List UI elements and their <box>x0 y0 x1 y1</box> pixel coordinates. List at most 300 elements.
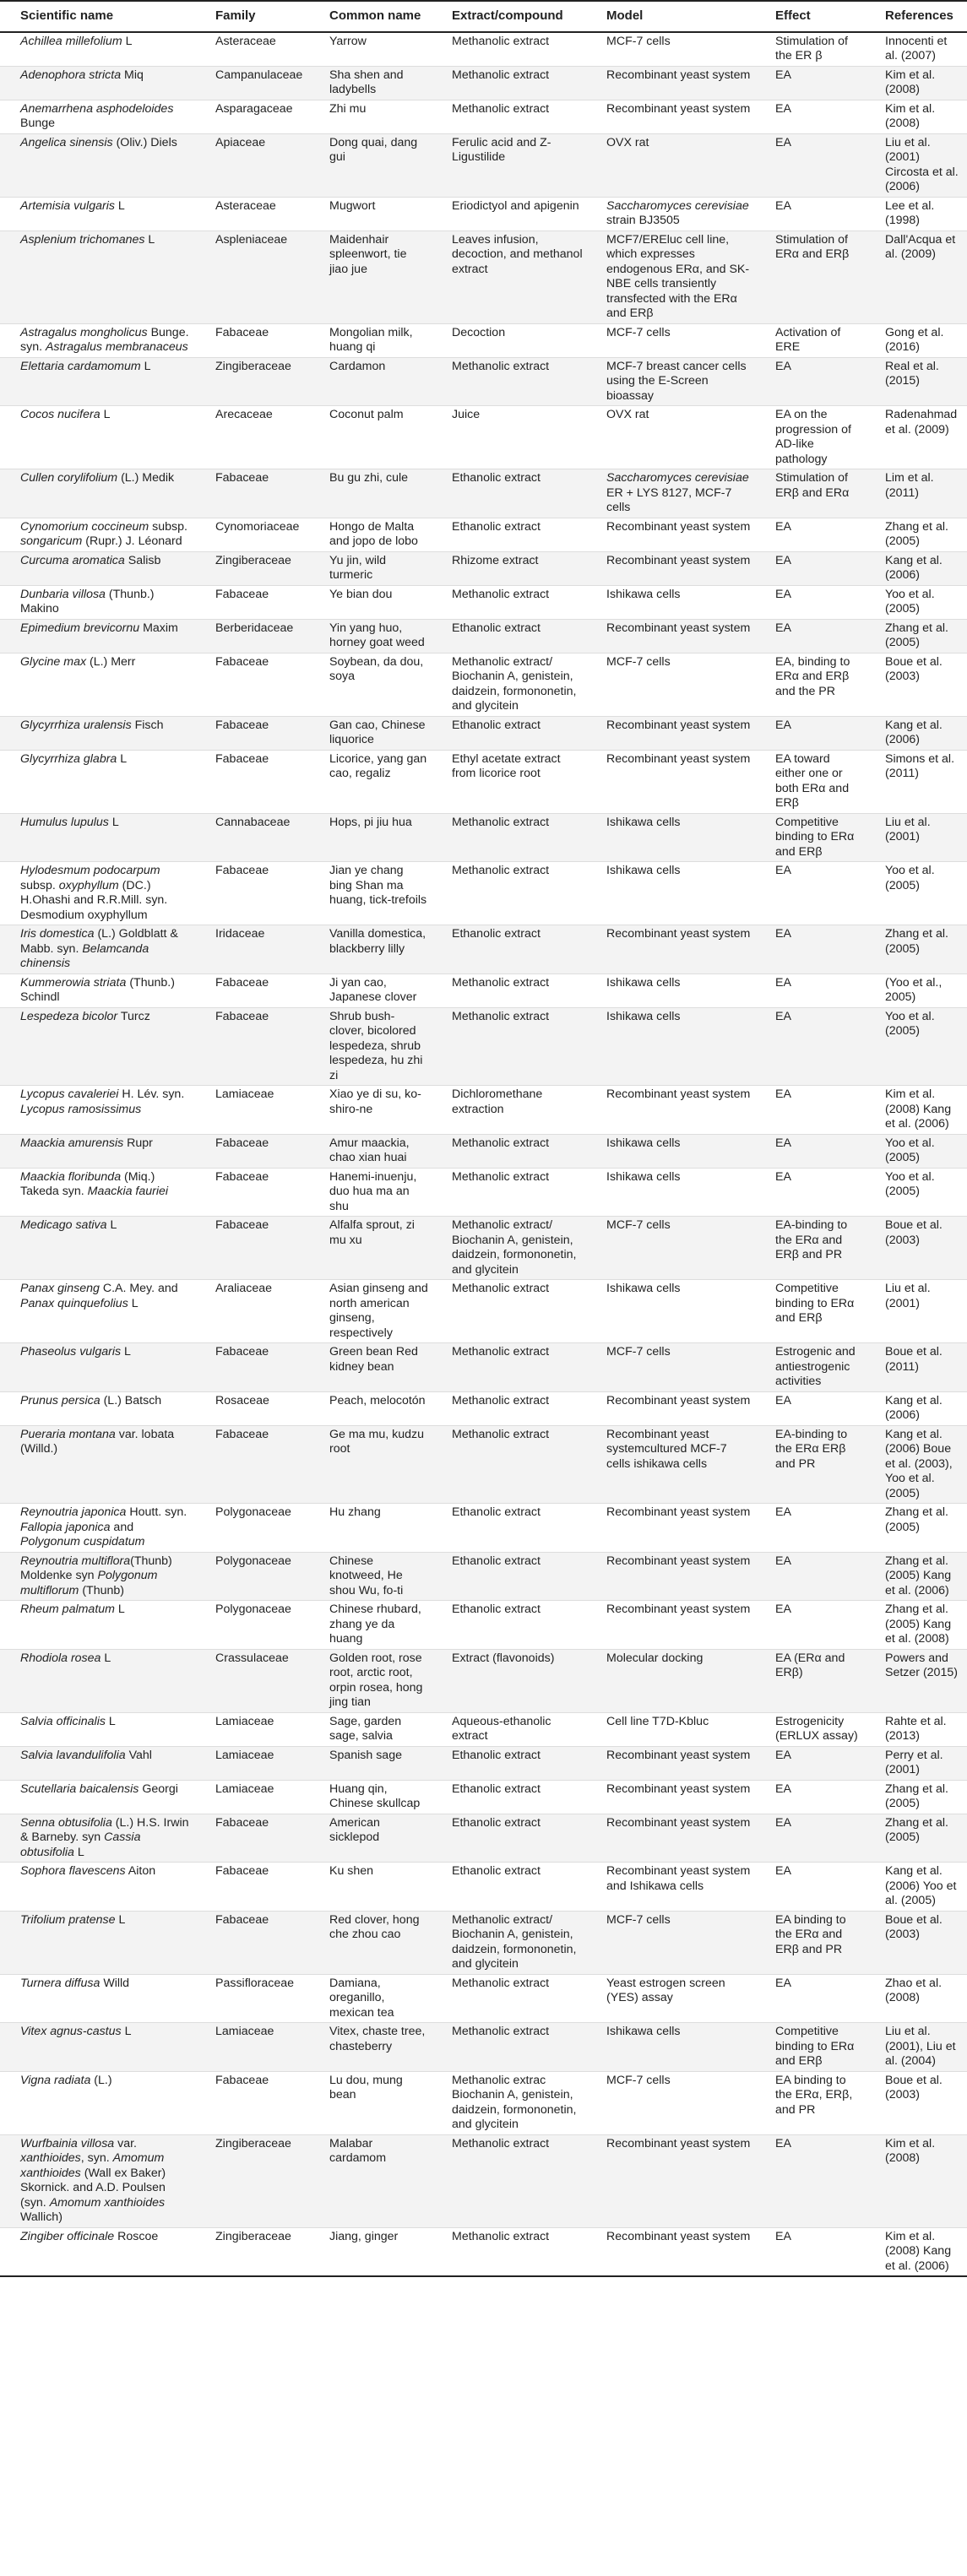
plain-text: and <box>110 1520 134 1534</box>
cell-extract: Methanolic extract <box>433 585 588 619</box>
cell-effect: EA <box>757 1974 866 2023</box>
cell-family: Lamiaceae <box>197 1712 311 1746</box>
cell-common-name: Vitex, chaste tree, chasteberry <box>311 2023 433 2072</box>
cell-effect: EA binding to the ERα, ERβ, and PR <box>757 2071 866 2134</box>
italic-text: Belamcanda chinensis <box>20 941 149 970</box>
cell-references: Yoo et al. (2005) <box>866 585 967 619</box>
cell-common-name: Dong quai, dang gui <box>311 133 433 197</box>
cell-model <box>588 925 757 974</box>
table-row <box>0 1280 967 1343</box>
table-row <box>0 716 967 750</box>
plain-text: L <box>121 2025 132 2038</box>
cell-common-name: Soybean, da dou, soya <box>311 653 433 716</box>
cell-effect: EA <box>757 518 866 551</box>
cell-model <box>588 323 757 357</box>
cell-scientific-name <box>0 619 197 653</box>
cell-common-name: Huang qin, Chinese skullcap <box>311 1780 433 1814</box>
cell-model <box>588 1814 757 1863</box>
table-row <box>0 862 967 925</box>
cell-effect: EA <box>757 1552 866 1601</box>
cell-model <box>588 1974 757 2023</box>
cell-scientific-name <box>0 973 197 1007</box>
italic-text: Salvia officinalis <box>20 1714 106 1728</box>
cell-model <box>588 750 757 813</box>
cell-scientific-name <box>0 1007 197 1086</box>
italic-text: Vigna radiata <box>20 2073 91 2087</box>
cell-model <box>588 716 757 750</box>
cell-family: Fabaceae <box>197 1814 311 1863</box>
cell-effect: EA <box>757 973 866 1007</box>
cell-model <box>588 2071 757 2134</box>
italic-text: Achillea millefolium <box>20 34 122 48</box>
cell-effect: EA <box>757 1007 866 1086</box>
cell-model <box>588 1217 757 1280</box>
plain-text: MCF-7 cells <box>606 654 671 669</box>
cell-common-name: Hongo de Malta and jopo de lobo <box>311 518 433 551</box>
cell-effect: EA <box>757 1746 866 1780</box>
table-row <box>0 32 967 67</box>
cell-scientific-name <box>0 1974 197 2023</box>
cell-common-name: Yin yang huo, horney goat weed <box>311 619 433 653</box>
plain-text: OVX rat <box>606 408 649 421</box>
cell-model <box>588 1280 757 1343</box>
cell-extract: Extract (flavonoids) <box>433 1649 588 1712</box>
cell-effect: EA <box>757 197 866 230</box>
italic-text: Fallopia japonica <box>20 1520 111 1534</box>
cell-effect: Stimulation of ERα and ERβ <box>757 230 866 323</box>
cell-extract: Ethyl acetate extract from licorice root <box>433 750 588 813</box>
cell-model <box>588 813 757 862</box>
table-row <box>0 100 967 133</box>
cell-effect: EA <box>757 133 866 197</box>
table-row <box>0 2227 967 2276</box>
cell-common-name: Peach, melocotón <box>311 1391 433 1425</box>
plain-text: MCF-7 cells <box>606 34 671 48</box>
italic-text: Cassia obtusifolia <box>20 1830 141 1859</box>
cell-scientific-name <box>0 1504 197 1553</box>
cell-model <box>588 973 757 1007</box>
table-row <box>0 1425 967 1504</box>
plain-text: subsp. <box>20 878 59 892</box>
plain-text: var. lobata (Willd.) <box>20 1427 175 1456</box>
cell-common-name: Xiao ye di su, ko-shiro-ne <box>311 1086 433 1135</box>
cell-common-name: Chinese knotweed, He shou Wu, fo-ti <box>311 1552 433 1601</box>
cell-extract: Methanolic extract <box>433 973 588 1007</box>
cell-scientific-name <box>0 585 197 619</box>
plain-text: L <box>114 198 125 213</box>
cell-extract: Ethanolic extract <box>433 925 588 974</box>
cell-family: Fabaceae <box>197 716 311 750</box>
plain-text: Recombinant yeast system <box>606 1087 751 1101</box>
cell-family: Fabaceae <box>197 323 311 357</box>
cell-family: Fabaceae <box>197 653 311 716</box>
cell-references: Boue et al. (2003) <box>866 1217 967 1280</box>
italic-text: Glycyrrhiza uralensis <box>20 718 132 732</box>
cell-scientific-name <box>0 1168 197 1217</box>
cell-model <box>588 653 757 716</box>
plain-text: Recombinant yeast system <box>606 718 751 732</box>
plain-text: Recombinant yeast system <box>606 2229 751 2243</box>
header-references: References <box>866 1 967 32</box>
plain-text: Wallich) <box>20 2210 62 2224</box>
cell-references: Radenahmad et al. (2009) <box>866 406 967 469</box>
cell-model <box>588 1134 757 1168</box>
italic-text: Dunbaria villosa <box>20 587 106 601</box>
table-row <box>0 1649 967 1712</box>
cell-scientific-name <box>0 1552 197 1601</box>
cell-references: Yoo et al. (2005) <box>866 1007 967 1086</box>
cell-extract: Methanolic extract <box>433 32 588 67</box>
plain-text: (Thunb.) Schindl <box>20 975 175 1004</box>
cell-effect: Competitive binding to ERα and ERβ <box>757 1280 866 1343</box>
italic-text: Astragalus membranaceus <box>45 340 188 354</box>
cell-common-name: Sage, garden sage, salvia <box>311 1712 433 1746</box>
cell-family: Zingiberaceae <box>197 551 311 585</box>
plain-text: MCF-7 cells <box>606 1912 671 1927</box>
cell-common-name: Ku shen <box>311 1863 433 1912</box>
cell-references: Zhang et al. (2005) <box>866 1504 967 1553</box>
plain-text: (DC.) H.Ohashi and R.R.Mill. syn. Desmodium oxyphyllum <box>20 878 168 922</box>
plain-text: subsp. <box>149 519 187 534</box>
plain-text: Recombinant yeast systemcultured MCF-7 cells ishikawa cells <box>606 1427 727 1471</box>
italic-text: Panax quinquefolius <box>20 1296 128 1310</box>
cell-model <box>588 862 757 925</box>
cell-model <box>588 1343 757 1392</box>
plain-text: Roscoe <box>114 2229 159 2243</box>
cell-family: Fabaceae <box>197 585 311 619</box>
cell-family: Polygonaceae <box>197 1504 311 1553</box>
cell-references: Zhang et al. (2005) Kang et al. (2008) <box>866 1601 967 1650</box>
italic-text: oxyphyllum <box>58 878 119 892</box>
cell-references: Zhang et al. (2005) <box>866 619 967 653</box>
cell-family: Asteraceae <box>197 197 311 230</box>
cell-effect: EA <box>757 1601 866 1650</box>
table-row <box>0 551 967 585</box>
table-row <box>0 973 967 1007</box>
cell-model <box>588 66 757 100</box>
table-row <box>0 653 967 716</box>
cell-scientific-name <box>0 1814 197 1863</box>
cell-scientific-name <box>0 813 197 862</box>
cell-common-name: Malabar cardamom <box>311 2134 433 2227</box>
table-row <box>0 1911 967 1974</box>
italic-text: Vitex agnus-castus <box>20 2025 122 2038</box>
cell-model <box>588 230 757 323</box>
cell-references: Dall'Acqua et al. (2009) <box>866 230 967 323</box>
cell-model <box>588 1601 757 1650</box>
cell-model <box>588 518 757 551</box>
cell-references: Lim et al. (2011) <box>866 469 967 518</box>
cell-family: Fabaceae <box>197 2071 311 2134</box>
italic-text: Cullen corylifolium <box>20 471 118 485</box>
cell-family: Apiaceae <box>197 133 311 197</box>
table-row <box>0 1974 967 2023</box>
plain-text: (Rupr.) J. Léonard <box>82 534 182 548</box>
cell-family: Zingiberaceae <box>197 2227 311 2276</box>
cell-references: Perry et al. (2001) <box>866 1746 967 1780</box>
cell-extract: Methanolic extract <box>433 1280 588 1343</box>
cell-scientific-name <box>0 230 197 323</box>
cell-effect: EA <box>757 2134 866 2227</box>
italic-text: Anemarrhena asphodeloides <box>20 101 174 116</box>
italic-text: xanthioides <box>20 2151 81 2165</box>
table-row <box>0 1007 967 1086</box>
plain-text: MCF-7 cells <box>606 1345 671 1359</box>
cell-references: Boue et al. (2011) <box>866 1343 967 1392</box>
cell-references: Zhang et al. (2005) <box>866 925 967 974</box>
cell-common-name: Mugwort <box>311 197 433 230</box>
table-row <box>0 1168 967 1217</box>
cell-family: Fabaceae <box>197 750 311 813</box>
italic-text: Asplenium trichomanes <box>20 232 145 247</box>
plain-text: Ishikawa cells <box>606 864 681 877</box>
cell-effect: EA <box>757 100 866 133</box>
cell-extract: Methanolic extract <box>433 2023 588 2072</box>
cell-model <box>588 1391 757 1425</box>
plain-text: Ishikawa cells <box>606 1009 681 1023</box>
cell-scientific-name <box>0 1217 197 1280</box>
cell-scientific-name <box>0 2023 197 2072</box>
cell-model <box>588 197 757 230</box>
plain-text: MCF-7 cells <box>606 1218 671 1232</box>
table-row <box>0 1780 967 1814</box>
cell-extract: Ethanolic extract <box>433 518 588 551</box>
cell-effect: Estrogenic and antiestrogenic activities <box>757 1343 866 1392</box>
cell-extract: Leaves infusion, decoction, and methanol extract <box>433 230 588 323</box>
italic-text: Saccharomyces cerevisiae <box>606 198 749 213</box>
cell-scientific-name <box>0 2134 197 2227</box>
cell-common-name: Shrub bush-clover, bicolored lespedeza, shrub lespedeza, hu zhi zi <box>311 1007 433 1086</box>
italic-text: Astragalus mongholicus <box>20 325 148 339</box>
cell-model <box>588 1504 757 1553</box>
cell-scientific-name <box>0 66 197 100</box>
plain-text: L <box>144 232 155 247</box>
italic-text: Senna obtusifolia <box>20 1815 112 1830</box>
cell-family: Fabaceae <box>197 1425 311 1504</box>
table-body <box>0 32 967 2277</box>
italic-text: Epimedium brevicornu <box>20 621 140 635</box>
table-row <box>0 1601 967 1650</box>
cell-effect: EA <box>757 619 866 653</box>
plain-text: L <box>121 1345 131 1359</box>
cell-extract: Methanolic extract <box>433 1343 588 1392</box>
cell-references: Rahte et al. (2013) <box>866 1712 967 1746</box>
italic-text: Zingiber officinale <box>20 2229 115 2243</box>
plain-text: (Wall ex Baker) Skornick. and A.D. Poulsen (syn. <box>20 2166 166 2210</box>
plain-text: var. <box>114 2136 137 2150</box>
plain-text: Aiton <box>125 1864 156 1878</box>
cell-model <box>588 585 757 619</box>
cell-scientific-name <box>0 1280 197 1343</box>
cell-model <box>588 1746 757 1780</box>
plain-text: (L.) Merr <box>86 654 136 669</box>
cell-extract: Ethanolic extract <box>433 1504 588 1553</box>
plain-text: Rupr <box>123 1136 153 1150</box>
cell-common-name: Jiang, ginger <box>311 2227 433 2276</box>
cell-model <box>588 551 757 585</box>
italic-text: Kummerowia striata <box>20 975 127 990</box>
cell-common-name: Mongolian milk, huang qi <box>311 323 433 357</box>
cell-common-name: Lu dou, mung bean <box>311 2071 433 2134</box>
plain-text: Recombinant yeast system <box>606 101 751 116</box>
cell-extract: Ethanolic extract <box>433 1863 588 1912</box>
cell-family: Fabaceae <box>197 862 311 925</box>
cell-effect: EA <box>757 1391 866 1425</box>
italic-text: Turnera diffusa <box>20 1976 101 1990</box>
cell-model <box>588 100 757 133</box>
plain-text: Recombinant yeast system <box>606 1505 751 1519</box>
cell-effect: Competitive binding to ERα and ERβ <box>757 813 866 862</box>
cell-effect: EA-binding to the ERα and ERβ and PR <box>757 1217 866 1280</box>
italic-text: Salvia lavandulifolia <box>20 1748 126 1762</box>
italic-text: Hylodesmum podocarpum <box>20 864 160 877</box>
cell-effect: Stimulation of ERβ and ERα <box>757 469 866 518</box>
italic-text: Humulus lupulus <box>20 815 109 829</box>
plain-text: L <box>108 815 119 829</box>
plain-text: Yeast estrogen screen (YES) assay <box>606 1976 725 2004</box>
plain-text: Ishikawa cells <box>606 2025 681 2038</box>
plain-text: L <box>117 751 128 766</box>
plain-text: (L.) Goldblatt & Mabb. syn. <box>20 927 178 956</box>
cell-common-name: Asian ginseng and north american ginseng, respectively <box>311 1280 433 1343</box>
plain-text: L <box>114 1603 125 1616</box>
cell-common-name: Spanish sage <box>311 1746 433 1780</box>
cell-references: Zhao et al. (2008) <box>866 1974 967 2023</box>
cell-model <box>588 2023 757 2072</box>
cell-scientific-name <box>0 2227 197 2276</box>
plain-text: C.A. Mey. and <box>99 1282 178 1295</box>
cell-effect: EA binding to the ERα and ERβ and PR <box>757 1911 866 1974</box>
cell-extract: Methanolic extract <box>433 357 588 406</box>
cell-model <box>588 357 757 406</box>
cell-references: Kang et al. (2006) <box>866 716 967 750</box>
cell-common-name: Golden root, rose root, arctic root, orpin rosea, hong jing tian <box>311 1649 433 1712</box>
table-row <box>0 1746 967 1780</box>
cell-extract: Methanolic extract <box>433 813 588 862</box>
italic-text: Elettaria cardamomum <box>20 359 141 373</box>
plain-text: Salisb <box>124 553 161 567</box>
cell-common-name: Maidenhair spleenwort, tie jiao jue <box>311 230 433 323</box>
cell-extract: Ethanolic extract <box>433 1814 588 1863</box>
plain-text: Recombinant yeast system <box>606 927 751 941</box>
cell-extract: Methanolic extract <box>433 1425 588 1504</box>
cell-references: Gong et al. (2016) <box>866 323 967 357</box>
cell-family: Cannabaceae <box>197 813 311 862</box>
cell-common-name: Vanilla domestica, blackberry lilly <box>311 925 433 974</box>
italic-text: Iris domestica <box>20 927 95 941</box>
cell-family: Fabaceae <box>197 1863 311 1912</box>
cell-model <box>588 1168 757 1217</box>
italic-text: Polygonum cuspidatum <box>20 1535 145 1548</box>
plain-text: Ishikawa cells <box>606 1169 681 1184</box>
cell-common-name: Ge ma mu, kudzu root <box>311 1425 433 1504</box>
cell-family: Arecaceae <box>197 406 311 469</box>
cell-extract: Methanolic extract <box>433 1134 588 1168</box>
cell-family: Crassulaceae <box>197 1649 311 1712</box>
cell-family: Asparagaceae <box>197 100 311 133</box>
cell-effect: EA <box>757 1780 866 1814</box>
italic-text: Wurfbainia villosa <box>20 2136 115 2150</box>
cell-scientific-name <box>0 1391 197 1425</box>
cell-effect: EA <box>757 1504 866 1553</box>
table-row <box>0 518 967 551</box>
cell-model <box>588 406 757 469</box>
plain-text: Recombinant yeast system <box>606 519 751 534</box>
cell-references: Kang et al. (2006) Yoo et al. (2005) <box>866 1863 967 1912</box>
plain-text: (Oliv.) Diels <box>112 135 177 149</box>
plain-text: L <box>101 1651 111 1665</box>
cell-extract: Methanolic extract <box>433 2134 588 2227</box>
cell-effect: Estrogenicity (ERLUX assay) <box>757 1712 866 1746</box>
cell-common-name: Jian ye chang bing Shan ma huang, tick-trefoils <box>311 862 433 925</box>
cell-scientific-name <box>0 750 197 813</box>
cell-model <box>588 1863 757 1912</box>
cell-family: Lamiaceae <box>197 2023 311 2072</box>
italic-text: Cynomorium coccineum <box>20 519 149 534</box>
cell-references: Liu et al. (2001) <box>866 813 967 862</box>
cell-references: Boue et al. (2003) <box>866 653 967 716</box>
table-row <box>0 1391 967 1425</box>
cell-model <box>588 133 757 197</box>
cell-effect: EA <box>757 585 866 619</box>
cell-references: Yoo et al. (2005) <box>866 1168 967 1217</box>
plain-text: L <box>106 1218 117 1232</box>
cell-scientific-name <box>0 551 197 585</box>
italic-text: Adenophora stricta <box>20 68 122 82</box>
cell-extract: Dichloromethane extraction <box>433 1086 588 1135</box>
cell-family: Araliaceae <box>197 1280 311 1343</box>
table-row <box>0 357 967 406</box>
plain-text: Recombinant yeast system <box>606 68 751 82</box>
italic-text: Lespedeza bicolor <box>20 1009 118 1023</box>
cell-common-name: Amur maackia, chao xian huai <box>311 1134 433 1168</box>
cell-scientific-name <box>0 1712 197 1746</box>
cell-family: Fabaceae <box>197 1134 311 1168</box>
plain-text: L <box>128 1296 139 1310</box>
table-row <box>0 230 967 323</box>
cell-references: Innocenti et al. (2007) <box>866 32 967 67</box>
cell-family: Aspleniaceae <box>197 230 311 323</box>
cell-common-name: Bu gu zhi, cule <box>311 469 433 518</box>
cell-scientific-name <box>0 1134 197 1168</box>
cell-model <box>588 1425 757 1504</box>
cell-extract: Methanolic extract <box>433 1391 588 1425</box>
plain-text: Bunge <box>20 117 56 130</box>
plain-text: Ishikawa cells <box>606 975 681 990</box>
table-header-row <box>0 1 967 32</box>
cell-scientific-name <box>0 518 197 551</box>
cell-extract: Rhizome extract <box>433 551 588 585</box>
cell-family: Fabaceae <box>197 1343 311 1392</box>
cell-scientific-name <box>0 32 197 67</box>
italic-text: Prunus persica <box>20 1393 101 1407</box>
italic-text: Sophora flavescens <box>20 1864 126 1878</box>
cell-extract: Ethanolic extract <box>433 1601 588 1650</box>
plain-text: Ishikawa cells <box>606 1282 681 1295</box>
cell-extract: Methanolic extract/ Biochanin A, genistein, daidzein, formononetin, and glycitein <box>433 1911 588 1974</box>
plain-text: L <box>140 359 151 373</box>
cell-references: Kim et al. (2008) <box>866 66 967 100</box>
cell-extract: Methanolic extract <box>433 862 588 925</box>
cell-family: Cynomoriaceae <box>197 518 311 551</box>
cell-extract: Ethanolic extract <box>433 716 588 750</box>
table-row <box>0 1712 967 1746</box>
plain-text: Recombinant yeast system <box>606 1603 751 1616</box>
table-row <box>0 469 967 518</box>
plain-text: Georgi <box>139 1782 178 1796</box>
table-row <box>0 1343 967 1392</box>
cell-common-name: Red clover, hong che zhou cao <box>311 1911 433 1974</box>
